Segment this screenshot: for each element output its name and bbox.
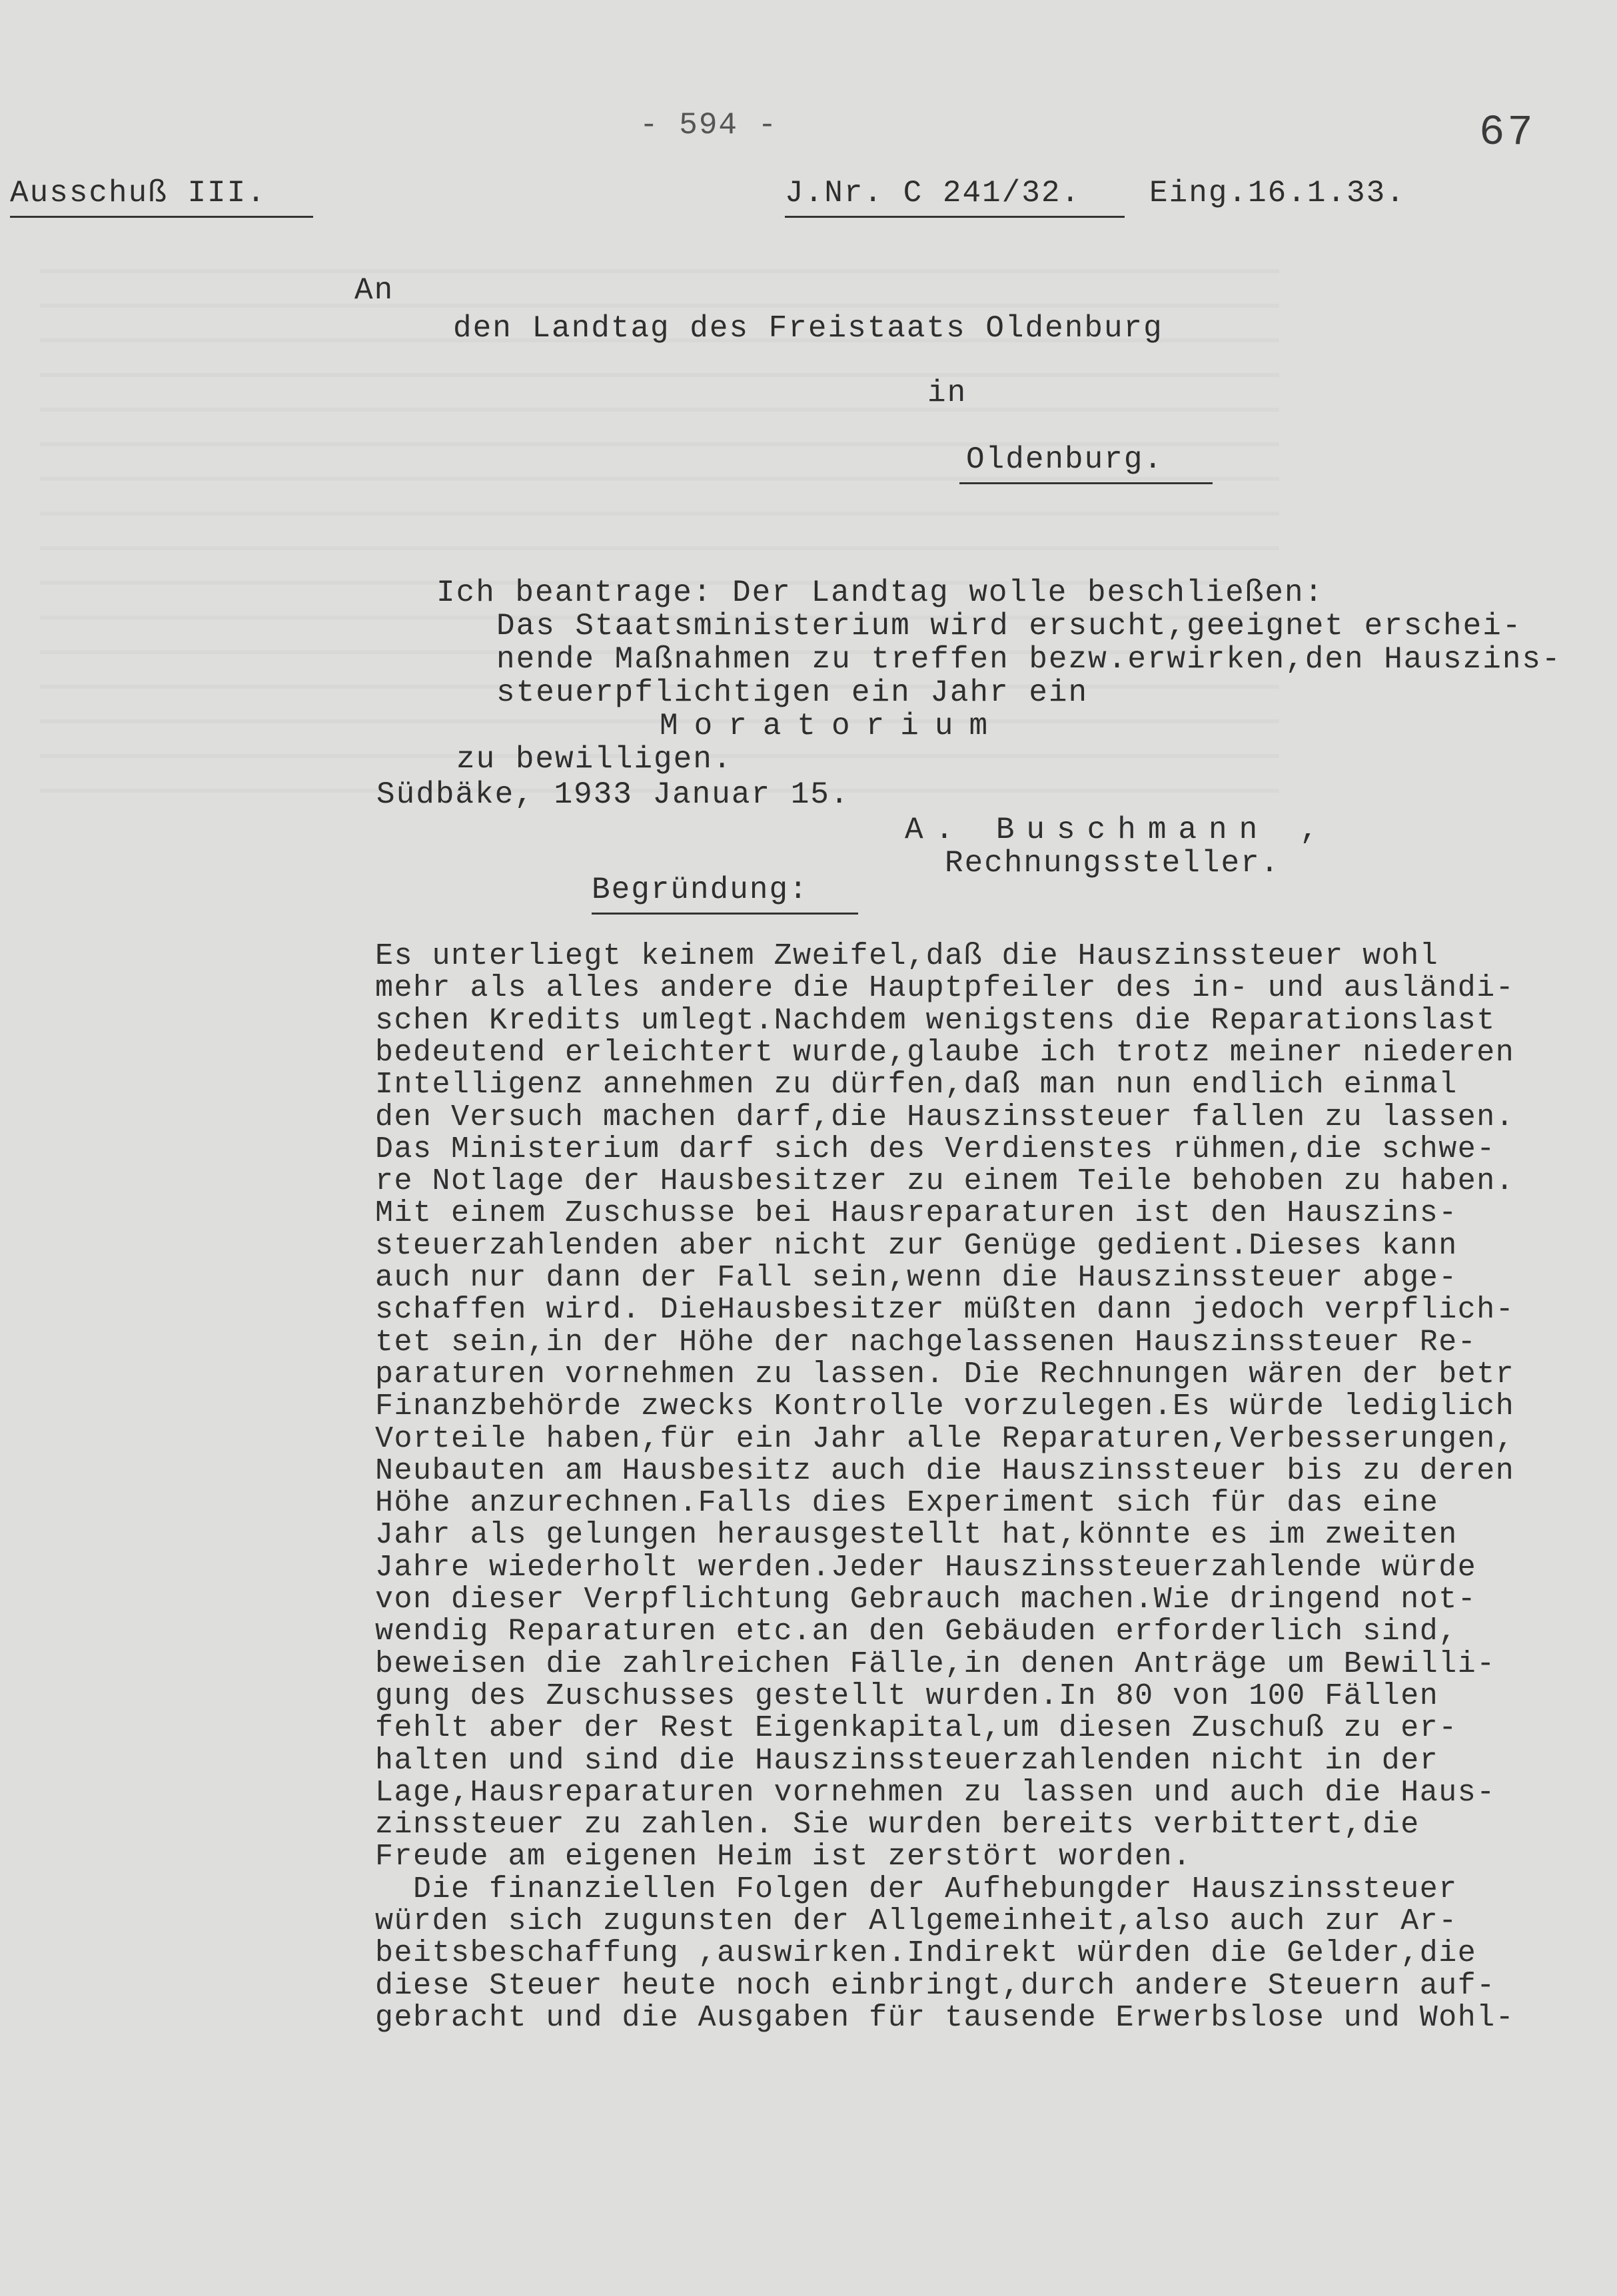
motion-closing: zu bewilligen.: [456, 742, 733, 777]
reasoning-line: Jahr als gelungen herausgestellt hat,könnte es im zweiten: [375, 1518, 1458, 1552]
journal-number: J.Nr. C 241/32.: [785, 175, 1125, 218]
reasoning-line: beitsbeschaffung ,auswirken.Indirekt würden die Gelder,die: [375, 1936, 1477, 1970]
reasoning-line: Jahre wiederholt werden.Jeder Hauszinssteuerzahlende würde: [375, 1551, 1477, 1585]
reasoning-line: Es unterliegt keinem Zweifel,daß die Hauszinssteuer wohl: [375, 939, 1439, 973]
motion-line: Das Staatsministerium wird ersucht,geeignet erschei-: [496, 609, 1522, 643]
signature-title: Rechnungssteller.: [945, 846, 1281, 881]
reasoning-line: beweisen die zahlreichen Fälle,in denen Anträge um Bewilli-: [375, 1647, 1496, 1681]
reasoning-line: würden sich zugunsten der Allgemeinheit,also auch zur Ar-: [375, 1904, 1458, 1938]
committee-label: Ausschuß III.: [10, 175, 313, 218]
page-marker: - 594 -: [640, 108, 778, 143]
reasoning-line: fehlt aber der Rest Eigenkapital,um diesen Zuschuß zu er-: [375, 1711, 1458, 1745]
signature-name: A. Buschmann ,: [905, 813, 1331, 847]
address-to: An: [354, 273, 394, 308]
motion-line: nende Maßnahmen zu treffen bezw.erwirken,den Hauszins-: [496, 642, 1562, 677]
address-recipient: den Landtag des Freistaats Oldenburg: [453, 311, 1163, 346]
motion-keyword: Moratorium: [660, 709, 1004, 743]
reasoning-line: halten und sind die Hauszinssteuerzahlenden nicht in der: [375, 1744, 1439, 1778]
received-stamp: Eing.16.1.33.: [1149, 176, 1406, 210]
reasoning-line: Intelligenz annehmen zu dürfen,daß man nun endlich einmal: [375, 1068, 1458, 1102]
reasoning-line: bedeutend erleichtert wurde,glaube ich trotz meiner niederen: [375, 1036, 1515, 1070]
reasoning-line: diese Steuer heute noch einbringt,durch andere Steuern auf-: [375, 1969, 1496, 2003]
place-date: Südbäke, 1933 Januar 15.: [376, 777, 850, 812]
reasoning-line: von dieser Verpflichtung Gebrauch machen.Wie dringend not-: [375, 1583, 1477, 1617]
reasoning-line: re Notlage der Hausbesitzer zu einem Teile behoben zu haben.: [375, 1164, 1515, 1198]
reasoning-line: Vorteile haben,für ein Jahr alle Reparaturen,Verbesserungen,: [375, 1422, 1515, 1456]
reasoning-line: Mit einem Zuschusse bei Hausreparaturen ist den Hauszins-: [375, 1196, 1458, 1230]
reasoning-line: den Versuch machen darf,die Hauszinssteuer fallen zu lassen.: [375, 1100, 1515, 1134]
reasoning-line: Höhe anzurechnen.Falls dies Experiment sich für das eine: [375, 1486, 1439, 1520]
reasoning-line: mehr als alles andere die Hauptpfeiler des in- und ausländi-: [375, 971, 1515, 1005]
reasoning-line: Neubauten am Hausbesitz auch die Hauszinssteuer bis zu deren: [375, 1454, 1515, 1488]
reasoning-line: wendig Reparaturen etc.an den Gebäuden erforderlich sind,: [375, 1615, 1458, 1649]
reasoning-line: gebracht und die Ausgaben für tausende Erwerbslose und Wohl-: [375, 2001, 1515, 2035]
reasoning-line: auch nur dann der Fall sein,wenn die Hauszinssteuer abge-: [375, 1261, 1458, 1295]
reasoning-line: zinssteuer zu zahlen. Sie wurden bereits verbittert,die: [375, 1808, 1420, 1842]
reasoning-line: paraturen vornehmen zu lassen. Die Rechnungen wären der betr: [375, 1357, 1515, 1391]
reasoning-line: Das Ministerium darf sich des Verdienstes rühmen,die schwe-: [375, 1132, 1496, 1166]
folio-number: 67: [1479, 109, 1536, 157]
address-in: in: [927, 376, 967, 410]
address-city: Oldenburg.: [959, 441, 1213, 484]
reasoning-line: Finanzbehörde zwecks Kontrolle vorzulegen.Es würde lediglich: [375, 1389, 1515, 1423]
reasoning-line: gung des Zuschusses gestellt wurden.In 80 von 100 Fällen: [375, 1679, 1439, 1713]
motion-line: steuerpflichtigen ein Jahr ein: [496, 675, 1089, 710]
reasoning-line: steuerzahlenden aber nicht zur Genüge gedient.Dieses kann: [375, 1229, 1458, 1263]
motion-line: Ich beantrage: Der Landtag wolle beschließen:: [436, 575, 1325, 610]
reasoning-line: Freude am eigenen Heim ist zerstört worden.: [375, 1840, 1192, 1874]
reasoning-heading: Begründung:: [592, 871, 858, 915]
reasoning-line: schaffen wird. DieHausbesitzer müßten dann jedoch verpflich-: [375, 1293, 1515, 1327]
reasoning-line: Die finanziellen Folgen der Aufhebungder Hauszinssteuer: [375, 1872, 1458, 1906]
reasoning-line: schen Kredits umlegt.Nachdem wenigstens die Reparationslast: [375, 1004, 1496, 1038]
reasoning-line: Lage,Hausreparaturen vornehmen zu lassen und auch die Haus-: [375, 1776, 1496, 1810]
reasoning-line: tet sein,in der Höhe der nachgelassenen Hauszinssteuer Re-: [375, 1326, 1477, 1359]
